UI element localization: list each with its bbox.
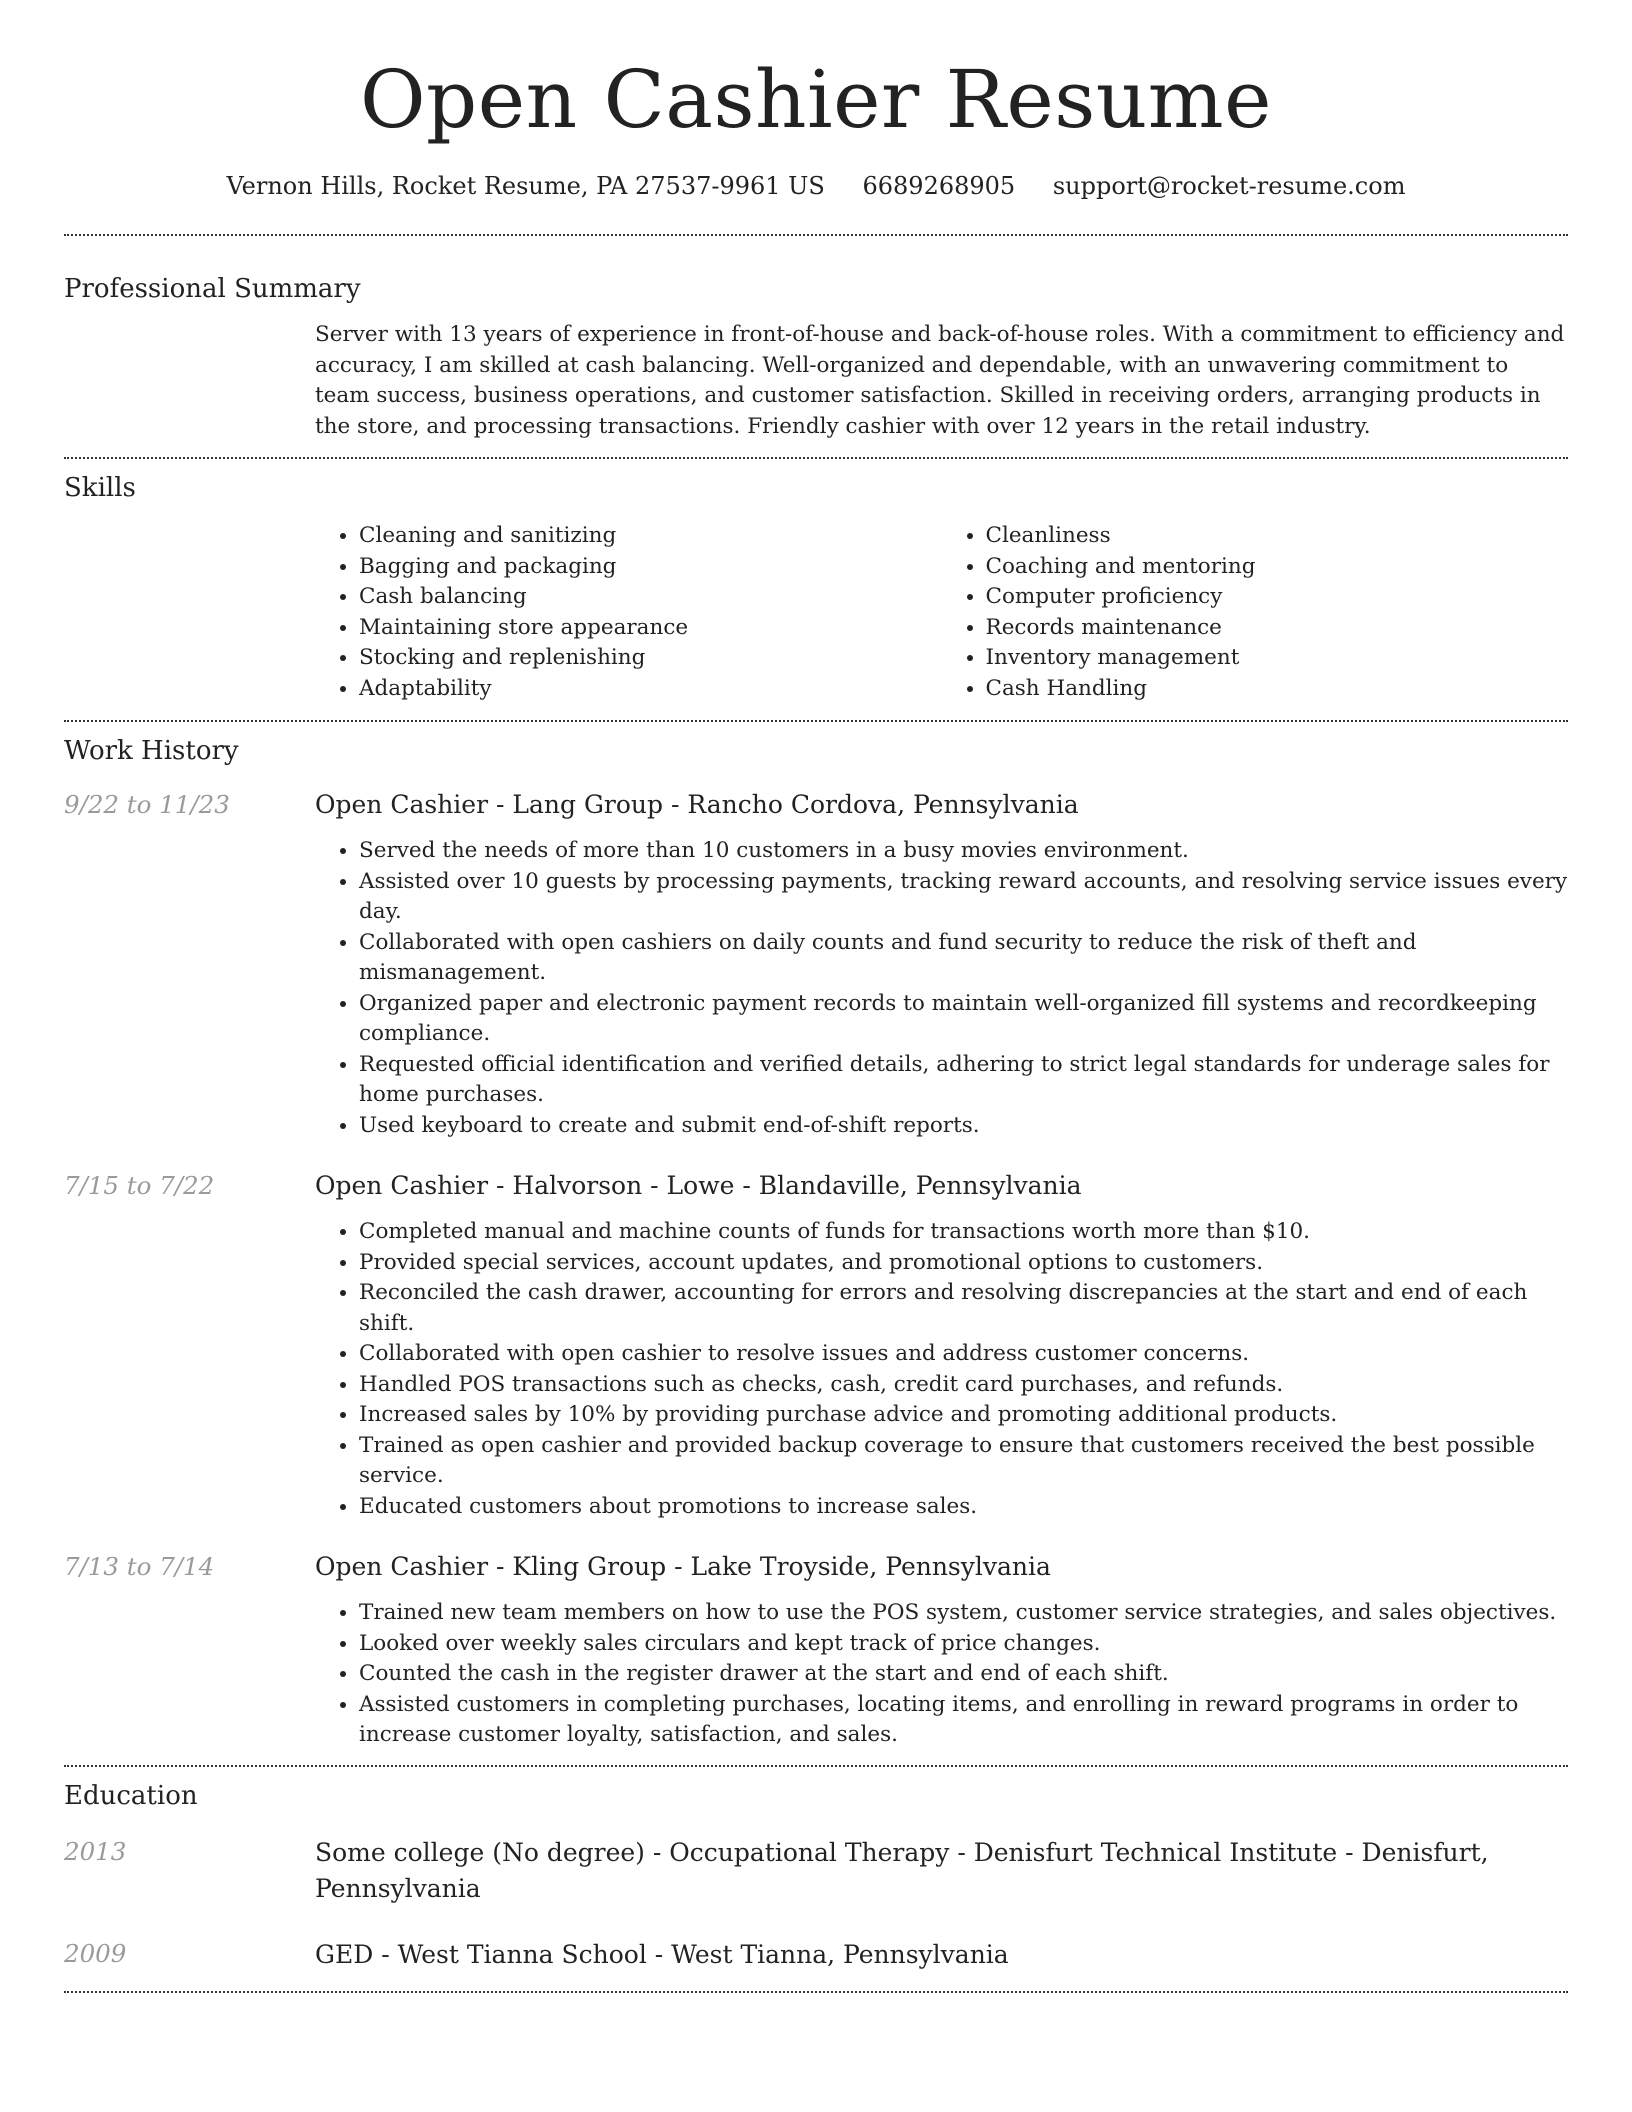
- job-dates: 7/13 to 7/14: [64, 1552, 215, 1581]
- job-entry: [64, 1550, 1568, 1751]
- job-bullet: • Trained new team members on how to use the POS system, customer service strategies, and sales objectives.: [359, 1598, 1568, 1629]
- skill-item: • Cleaning and sanitizing: [359, 521, 942, 552]
- skills-heading: Skills: [64, 473, 136, 503]
- job-details: [64, 1598, 1568, 1751]
- job-bullet: • Increased sales by 10% by providing purchase advice and promoting additional products.: [359, 1400, 1568, 1431]
- education-title: Some college (No degree) - Occupational Therapy - Denisfurt Technical Institute - Denisfurt, Pennsylvania: [315, 1837, 1489, 1903]
- skill-item: • Computer proficiency: [986, 582, 1569, 613]
- skill-item: • Maintaining store appearance: [359, 613, 942, 644]
- job-title: Open Cashier - Halvorson - Lowe - Blandaville, Pennsylvania: [315, 1171, 1082, 1200]
- divider: [64, 457, 1568, 459]
- divider: [64, 1765, 1568, 1767]
- education-year: 2009: [64, 1938, 127, 1968]
- education-entry: [64, 1937, 1568, 1973]
- job-header: [64, 1169, 1568, 1203]
- job-bullet: • Collaborated with open cashiers on daily counts and fund security to reduce the risk of theft and mismanagement.: [359, 928, 1568, 989]
- job-bullets: [315, 1598, 1568, 1751]
- skills-list-left: [315, 521, 942, 704]
- job-bullet: • Served the needs of more than 10 customers in a busy movies environment.: [359, 836, 1568, 867]
- skill-item: • Cash balancing: [359, 582, 942, 613]
- skill-item: • Stocking and replenishing: [359, 643, 942, 674]
- divider: [64, 720, 1568, 722]
- job-bullet: • Provided special services, account updates, and promotional options to customers.: [359, 1248, 1568, 1279]
- resume-title: Open Cashier Resume: [359, 53, 1273, 146]
- education-section: [64, 1779, 1568, 1973]
- job-bullet: • Looked over weekly sales circulars and kept track of price changes.: [359, 1629, 1568, 1660]
- job-entry: [64, 1169, 1568, 1522]
- education-heading: Education: [64, 1780, 198, 1811]
- job-bullet: • Trained as open cashier and provided backup coverage to ensure that customers received the best possible service.: [359, 1431, 1568, 1492]
- work-section: [64, 734, 1568, 1751]
- summary-text: Server with 13 years of experience in front-of-house and back-of-house roles. With a commitment to efficiency and accuracy, I am skilled at cash balancing. Well-organized and dependable, with an unwavering commitment to team success, business operations, and customer satisfaction. Skilled in receiving orders, arranging products in the store, and processing transactions. Friendly cashier with over 12 years in the retail industry.: [315, 322, 1565, 439]
- job-bullet: • Assisted customers in completing purchases, locating items, and enrolling in reward programs in order to increase customer loyalty, satisfaction, and sales.: [359, 1690, 1568, 1751]
- skill-item: • Cleanliness: [986, 521, 1569, 552]
- job-bullet: • Used keyboard to create and submit end-of-shift reports.: [359, 1111, 1568, 1142]
- divider: [64, 1991, 1568, 1993]
- contact-email: support@rocket-resume.com: [1052, 172, 1406, 200]
- job-title: Open Cashier - Lang Group - Rancho Cordova, Pennsylvania: [315, 790, 1079, 819]
- summary-heading: Professional Summary: [64, 274, 361, 304]
- work-heading: Work History: [64, 736, 239, 766]
- skills-list-right: [942, 521, 1569, 704]
- job-title: Open Cashier - Kling Group - Lake Troyside, Pennsylvania: [315, 1552, 1051, 1581]
- job-bullets: [315, 1217, 1568, 1522]
- skill-item: • Coaching and mentoring: [986, 552, 1569, 583]
- skill-item: • Inventory management: [986, 643, 1569, 674]
- skills-section: [64, 471, 1568, 704]
- job-dates: 9/22 to 11/23: [64, 790, 230, 819]
- job-dates: 7/15 to 7/22: [64, 1171, 215, 1200]
- job-bullet: • Reconciled the cash drawer, accounting for errors and resolving discrepancies at the start and end of each shift.: [359, 1278, 1568, 1339]
- skill-item: • Bagging and packaging: [359, 552, 942, 583]
- divider: [64, 234, 1568, 236]
- job-entry: [64, 788, 1568, 1141]
- job-bullet: • Collaborated with open cashier to resolve issues and address customer concerns.: [359, 1339, 1568, 1370]
- job-details: [64, 836, 1568, 1141]
- skills-row: [64, 521, 1568, 704]
- contact-phone: 6689268905: [862, 172, 1016, 200]
- skill-item: • Cash Handling: [986, 674, 1569, 705]
- contact-line: [64, 170, 1568, 202]
- job-bullet: • Organized paper and electronic payment records to maintain well-organized fill systems and recordkeeping compliance.: [359, 989, 1568, 1050]
- job-bullet: • Requested official identification and verified details, adhering to strict legal standards for underage sales for home purchases.: [359, 1050, 1568, 1111]
- summary-row: [64, 320, 1568, 442]
- job-bullets: [315, 836, 1568, 1141]
- job-details: [64, 1217, 1568, 1522]
- skill-item: • Adaptability: [359, 674, 942, 705]
- contact-address: Vernon Hills, Rocket Resume, PA 27537-9961 US: [226, 172, 825, 200]
- job-header: [64, 1550, 1568, 1584]
- job-bullet: • Handled POS transactions such as checks, cash, credit card purchases, and refunds.: [359, 1370, 1568, 1401]
- education-year: 2013: [64, 1836, 127, 1866]
- summary-section: [64, 272, 1568, 442]
- job-bullet: • Assisted over 10 guests by processing payments, tracking reward accounts, and resolving service issues every day.: [359, 867, 1568, 928]
- education-entry: [64, 1835, 1568, 1907]
- job-bullet: • Educated customers about promotions to increase sales.: [359, 1492, 1568, 1523]
- job-header: [64, 788, 1568, 822]
- education-title: GED - West Tianna School - West Tianna, Pennsylvania: [315, 1939, 1009, 1969]
- job-bullet: • Counted the cash in the register drawer at the start and end of each shift.: [359, 1659, 1568, 1690]
- skill-item: • Records maintenance: [986, 613, 1569, 644]
- job-bullet: • Completed manual and machine counts of funds for transactions worth more than $10.: [359, 1217, 1568, 1248]
